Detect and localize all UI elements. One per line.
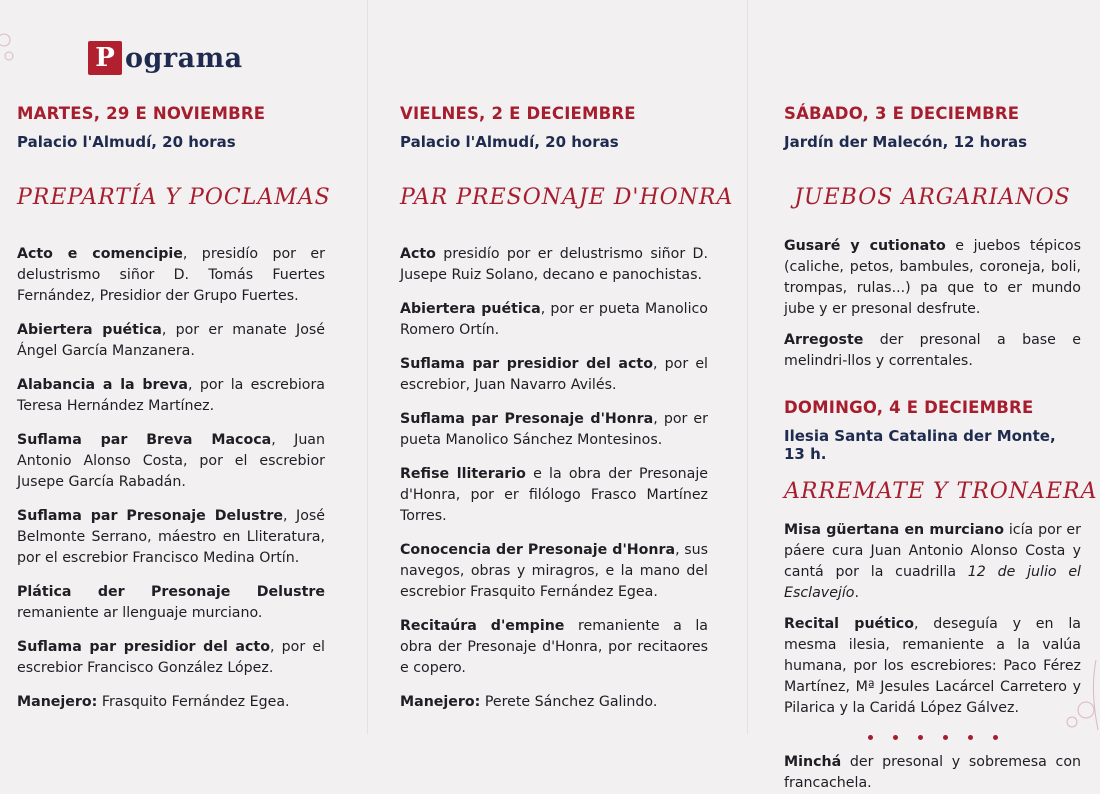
dot	[868, 735, 873, 740]
event-item	[17, 582, 325, 624]
event-item	[17, 375, 325, 417]
event-detail: , deseguía y en la mesma ilesia, remaniente a la valúa humana, por los escrebiores: Paco Férez Martínez, Mª Jesules Lacárcel Carretero y Pilarica y la Caridá López Gálvez.	[784, 616, 1081, 716]
event-name: Plática der Presonaje Delustre	[17, 584, 325, 600]
event-item	[400, 464, 708, 527]
event-detail: , presidío por er delustrismo siñor D. Tomás Fuertes Fernández, Presidior der Grupo Fuertes.	[17, 246, 325, 304]
event-detail: presidío por er delustrismo siñor D. Jusepe Ruiz Solano, decano e panochistas.	[400, 246, 708, 283]
event-item	[400, 409, 708, 451]
event-detail: e la obra der Presonaje d'Honra, por er filólogo Frasco Martínez Torres.	[400, 466, 708, 524]
event-name: Suflama par presidior del acto	[400, 356, 653, 372]
event-detail: , por la escrebiora Teresa Hernández Martínez.	[17, 377, 325, 414]
section-heading: PREPARTÍA Y POCLAMAS	[17, 185, 331, 210]
event-list	[784, 752, 1081, 794]
day-title: DOMINGO, 4 E DECIEMBRE	[784, 398, 1034, 417]
event-list	[17, 244, 325, 713]
section-heading: PAR PRESONAJE D'HONRA	[400, 185, 734, 210]
event-detail: , por er pueta Manolico Sánchez Montesinos.	[400, 411, 708, 448]
event-name: Suflama par Presonaje d'Honra	[400, 411, 654, 427]
event-item	[784, 520, 1081, 604]
venue: Jardín der Malecón, 12 horas	[784, 133, 1028, 151]
event-detail: , por el escrebior, Juan Navarro Avilés.	[400, 356, 708, 393]
day-title: VIELNES, 2 E DECIEMBRE	[400, 104, 636, 123]
day-title: MARTES, 29 E NOVIEMBRE	[17, 104, 266, 123]
event-item	[784, 752, 1081, 794]
event-name: Conocencia der Presonaje d'Honra	[400, 542, 676, 558]
column-vielnes	[400, 104, 734, 713]
dot-separator	[784, 735, 1081, 740]
fold-line	[367, 0, 368, 734]
event-item	[400, 540, 708, 603]
event-detail: Perete Sánchez Galindo.	[480, 694, 658, 710]
event-item	[17, 430, 325, 493]
event-item	[17, 506, 325, 569]
event-detail: , José Belmonte Serrano, máestro en Lliteratura, por el escrebior Francisco Medina Ortín.	[17, 508, 325, 566]
event-item	[400, 616, 708, 679]
event-item	[400, 354, 708, 396]
event-name: Manejero:	[400, 694, 481, 710]
event-detail: remaniente a la obra der Presonaje d'Honra, por recitaores e copero.	[400, 618, 708, 676]
event-name: Abiertera puética	[17, 322, 162, 338]
venue: Palacio l'Almudí, 20 horas	[17, 133, 236, 151]
dot	[943, 735, 948, 740]
event-detail: , sus navegos, obras y miragros, e la mano del escrebior Frasquito Fernández Egea.	[400, 542, 708, 600]
programa-logo	[88, 40, 243, 76]
event-detail: , por er pueta Manolico Romero Ortín.	[400, 301, 708, 338]
section-heading: JUEBOS ARGARIANOS	[794, 185, 1071, 210]
event-detail: , por er manate José Ángel García Manzanera.	[17, 322, 325, 359]
event-detail: .	[854, 585, 859, 601]
event-detail: e juebos tépicos (caliche, petos, bambules, coroneja, boli, trompas, rulas...) pa que to er mundo jube y er presonal desfrute.	[784, 238, 1082, 317]
event-item	[784, 614, 1081, 719]
logo-title: ograma	[125, 42, 243, 74]
dot	[893, 735, 898, 740]
event-item	[17, 320, 325, 362]
event-detail: , Juan Antonio Alonso Costa, por el escrebior Jusepe García Rabadán.	[17, 432, 325, 490]
column-martes	[17, 104, 331, 713]
venue: Ilesia Santa Catalina der Monte, 13 h.	[784, 427, 1056, 463]
dot	[918, 735, 923, 740]
logo-initial: P	[88, 41, 122, 75]
event-name: Acto e comencipie	[17, 246, 183, 262]
event-item	[17, 637, 325, 679]
fold-line	[747, 0, 748, 734]
event-name: Recital puético	[784, 616, 914, 632]
floral-decoration	[0, 0, 24, 90]
dot	[968, 735, 973, 740]
event-detail: , por el escrebior Francisco González López.	[17, 639, 325, 676]
event-item	[784, 330, 1081, 372]
dot	[993, 735, 998, 740]
event-list	[784, 236, 1081, 372]
event-name: Alabancia a la breva	[17, 377, 188, 393]
event-name: Minchá	[784, 754, 842, 770]
event-list	[400, 244, 708, 713]
event-item	[784, 236, 1081, 320]
venue: Palacio l'Almudí, 20 horas	[400, 133, 619, 151]
event-name: Arregoste	[784, 332, 864, 348]
event-item	[17, 244, 325, 307]
event-item	[400, 299, 708, 341]
event-detail: der presonal y sobremesa con francachela.	[784, 754, 1081, 791]
event-item	[17, 692, 325, 713]
event-name: Misa güertana en murciano	[784, 522, 1005, 538]
choir-name: 12 de julio el Esclavejío	[784, 564, 1081, 601]
event-list	[784, 520, 1081, 719]
event-detail: icía por er páere cura Juan Antonio Alonso Costa y cantá por la cuadrilla	[784, 522, 1081, 580]
event-detail: Frasquito Fernández Egea.	[97, 694, 290, 710]
event-name: Abiertera puética	[400, 301, 541, 317]
event-name: Refise lliterario	[400, 466, 526, 482]
section-heading: ARREMATE Y TRONAERA	[784, 479, 1098, 504]
day-title: SÁBADO, 3 E DECIEMBRE	[784, 104, 1020, 123]
event-detail: remaniente ar llenguaje murciano.	[17, 605, 263, 621]
event-name: Suflama par Breva Macoca	[17, 432, 272, 448]
event-item	[400, 692, 708, 713]
event-name: Acto	[400, 246, 436, 262]
event-name: Recitaúra d'empine	[400, 618, 565, 634]
event-name: Manejero:	[17, 694, 98, 710]
event-detail: der presonal a base e melindri-llos y correntales.	[784, 332, 1081, 369]
column-sabado-domingo	[784, 104, 1098, 794]
event-name: Gusaré y cutionato	[784, 238, 946, 254]
event-name: Suflama par Presonaje Delustre	[17, 508, 283, 524]
event-item	[400, 244, 708, 286]
event-name: Suflama par presidior del acto	[17, 639, 270, 655]
